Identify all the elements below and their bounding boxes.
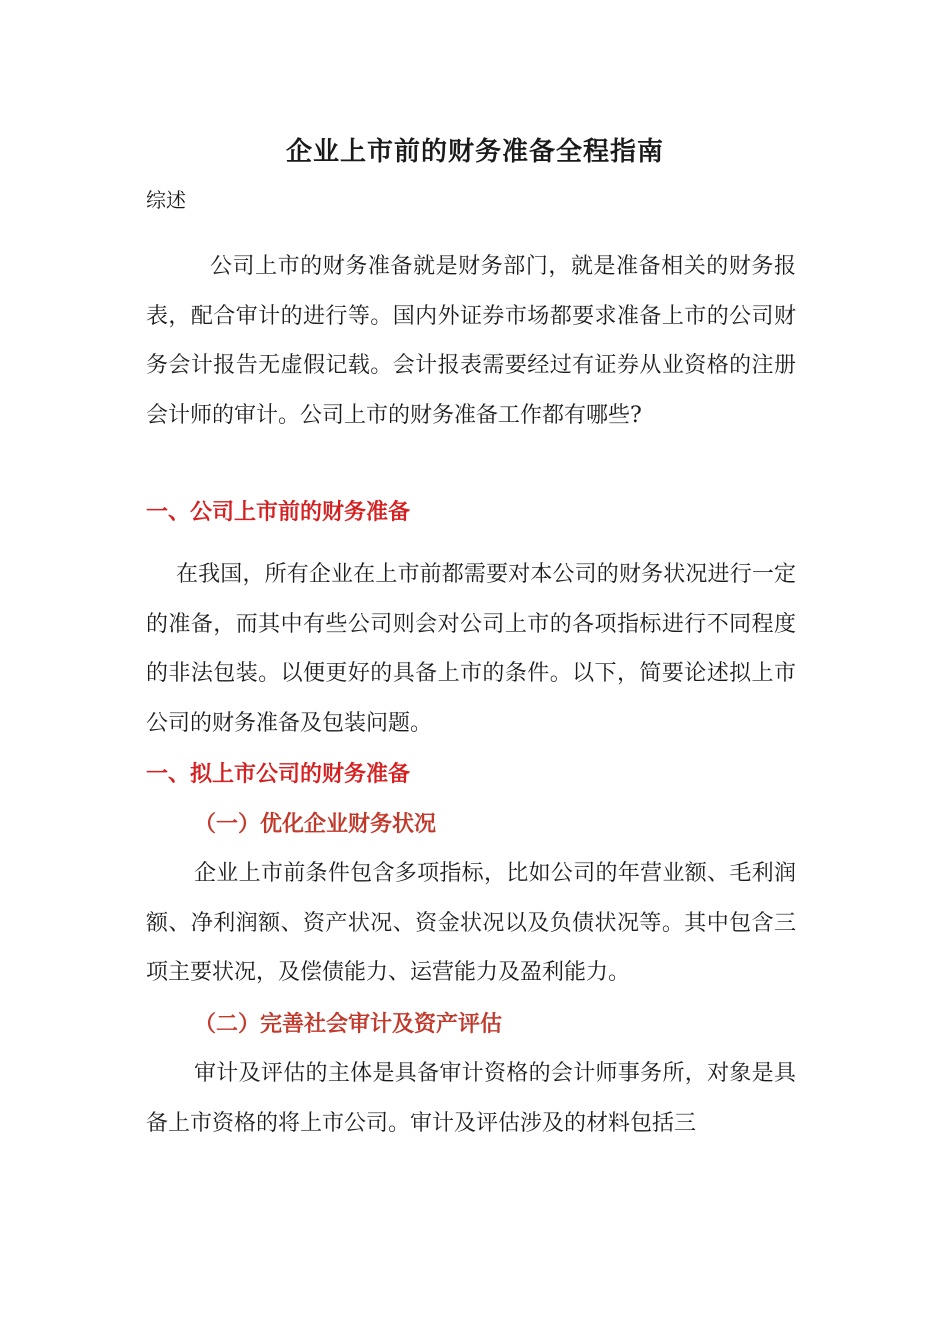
- intro-label: 综述: [146, 188, 186, 212]
- sub2-heading: （二）完善社会审计及资产评估: [194, 1011, 503, 1037]
- intro-paragraph: 公司上市的财务准备就是财务部门，就是准备相关的财务报表，配合审计的进行等。国内外证券市场都要求准备上市的公司财务会计报告无虚假记载。会计报表需要经过有证券从业资格的注册会计师的审计。公司上市的财务准备工作都有哪些?: [146, 254, 796, 428]
- section2-heading: 一、拟上市公司的财务准备: [146, 761, 411, 787]
- sub1-paragraph: 企业上市前条件包含多项指标，比如公司的年营业额、毛利润额、净利润额、资产状况、资金状况以及负债状况等。其中包含三项主要状况，及偿债能力、运营能力及盈利能力。: [146, 861, 796, 985]
- section1-heading: 一、公司上市前的财务准备: [146, 499, 411, 525]
- section1-paragraph: 在我国，所有企业在上市前都需要对本公司的财务状况进行一定的准备，而其中有些公司则会对公司上市的各项指标进行不同程度的非法包装。以便更好的具备上市的条件。以下，简要论述拟上市公司的财务准备及包装问题。: [146, 562, 796, 736]
- sub2-paragraph: 审计及评估的主体是具备审计资格的会计师事务所，对象是具备上市资格的将上市公司。审计及评估涉及的材料包括三: [146, 1061, 796, 1136]
- sub1-heading: （一）优化企业财务状况: [194, 811, 437, 837]
- document-title: 企业上市前的财务准备全程指南: [285, 137, 664, 167]
